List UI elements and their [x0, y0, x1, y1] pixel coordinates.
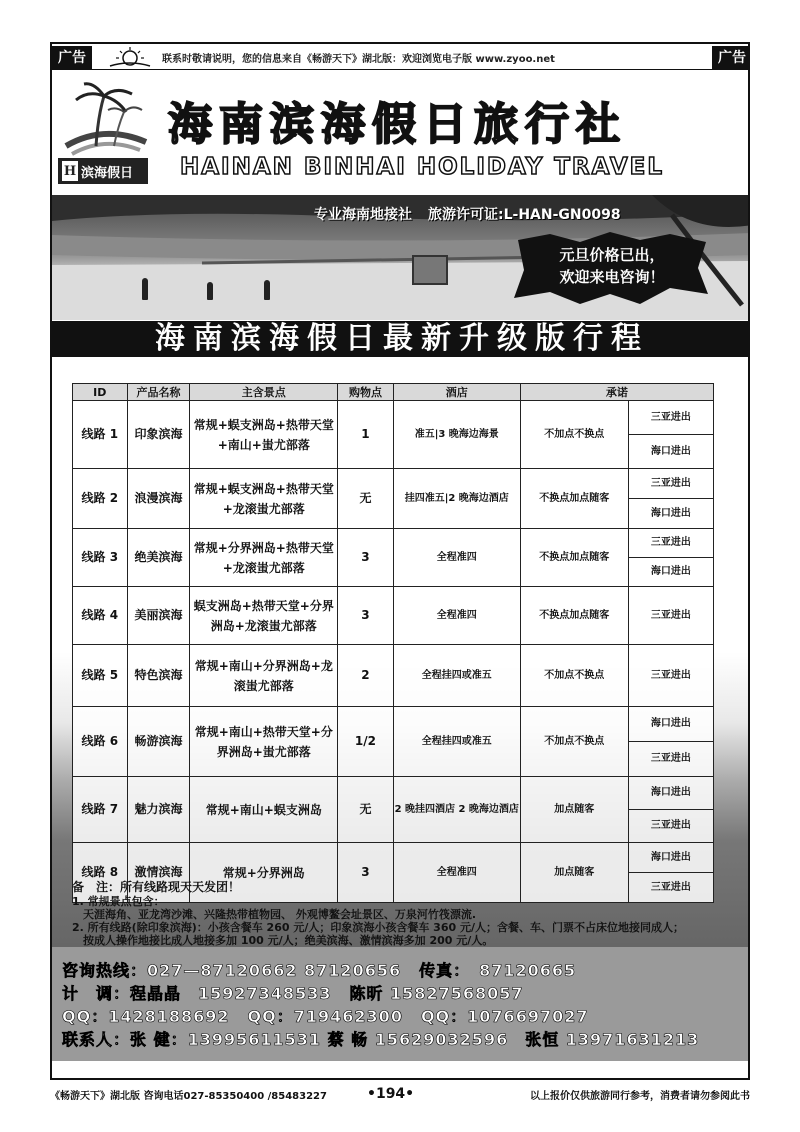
header-sights: 主含景点: [190, 384, 338, 401]
header-id: ID: [73, 384, 128, 401]
route-shopping-stops: 2: [338, 645, 394, 707]
route-port: 海口进出: [628, 843, 713, 873]
route-port: 三亚进出: [628, 587, 713, 645]
route-promise: 加点随客: [520, 843, 628, 903]
table-row: [73, 777, 714, 810]
notes-line: 按成人操作地接比成人地接多加 100 元/人；绝美滨海、激情滨海多加 200 元/人。: [72, 934, 494, 947]
route-id: 线路 5: [73, 645, 128, 707]
agency-title-en: HAINAN BINHAI HOLIDAY TRAVEL: [180, 154, 665, 180]
route-id: 线路 6: [73, 707, 128, 777]
planner-1: 计 调：程晶晶 15927348533: [62, 984, 332, 1003]
route-shopping-stops: 1: [338, 401, 394, 469]
route-sights: 常规+蜈支洲岛+热带天堂+南山+蚩尤部落: [190, 401, 338, 469]
route-shopping-stops: 3: [338, 843, 394, 903]
ad-tag-right: 广告: [712, 46, 750, 70]
route-name: 畅游滨海: [127, 707, 190, 777]
logo-letter: H: [62, 161, 78, 181]
qq-2: QQ：719462300: [247, 1007, 403, 1026]
route-sights: 常规+南山+分界洲岛+龙滚蚩尤部落: [190, 645, 338, 707]
page-number: •194•: [367, 1086, 415, 1102]
route-name: 特色滨海: [127, 645, 190, 707]
route-shopping-stops: 无: [338, 469, 394, 529]
magazine-logo-icon: [104, 45, 156, 69]
notes-line: 2. 所有线路(除印象滨海)：小孩含餐车 260 元/人；印象滨海小孩含餐车 360 元/人；含餐、车、门票不占床位地接同成人；: [72, 921, 684, 934]
notes-line: 天涯海角、亚龙湾沙滩、兴隆热带植物园、 外观博鳌会址景区、万泉河竹筏漂流.: [72, 908, 477, 921]
header-name: 产品名称: [127, 384, 190, 401]
contact-band: [52, 947, 750, 1061]
promo-line-2: 欢迎来电咨询！: [559, 268, 665, 286]
ad-page: [50, 42, 750, 1080]
route-name: 激情滨海: [127, 843, 190, 903]
route-sights: 常规+南山+热带天堂+分界洲岛+蚩尤部落: [190, 707, 338, 777]
route-name: 魅力滨海: [127, 777, 190, 843]
agency-banner: [52, 70, 750, 320]
route-promise: 不加点不换点: [520, 401, 628, 469]
footer-right: 以上报价仅供旅游同行参考，消费者请勿参阅此书: [530, 1090, 750, 1102]
route-id: 线路 8: [73, 843, 128, 903]
route-promise: 不换点加点随客: [520, 469, 628, 529]
header-promise: 承诺: [520, 384, 713, 401]
route-sights: 蜈支洲岛+热带天堂+分界洲岛+龙滚蚩尤部落: [190, 587, 338, 645]
route-port: 三亚进出: [628, 645, 713, 707]
route-hotel: 全程准四: [393, 529, 520, 587]
route-port: 海口进出: [628, 707, 713, 742]
route-shopping-stops: 3: [338, 529, 394, 587]
header-hotel: 酒店: [393, 384, 520, 401]
table-row: [73, 401, 714, 435]
qq-3: QQ：1076697027: [420, 1007, 589, 1026]
route-port: 海口进出: [628, 777, 713, 810]
agency-title-cn: 海南滨海假日旅行社: [168, 99, 627, 150]
beach-figure-icon: [264, 280, 270, 300]
contact-line-3: [62, 1005, 750, 1028]
route-table: [72, 383, 714, 903]
promo-line-1: 元旦价格已出，: [559, 246, 665, 264]
route-port: 三亚进出: [628, 873, 713, 903]
license-number: 旅游许可证:L-HAN-GN0098: [428, 207, 621, 223]
topbar-notice: 联系时敬请说明，您的信息来自《畅游天下》湖北版：欢迎浏览电子版 www.zyoo.net: [162, 54, 555, 65]
contact-line-4: 联系人：张 健：13995611531 蔡 畅 15629032596 张恒 13971631213: [62, 1030, 700, 1049]
route-hotel: 挂四准五|2 晚海边酒店: [393, 469, 520, 529]
contact-line-1: [62, 959, 750, 982]
route-promise: 不加点不换点: [520, 707, 628, 777]
route-port: 海口进出: [628, 558, 713, 587]
table-row: [73, 529, 714, 558]
route-hotel: 准五|3 晚海边海景: [393, 401, 520, 469]
beach-figure-icon: [142, 278, 148, 300]
header-shop: 购物点: [338, 384, 394, 401]
route-id: 线路 2: [73, 469, 128, 529]
license-line: [314, 204, 621, 224]
route-shopping-stops: 1/2: [338, 707, 394, 777]
table-row: [73, 469, 714, 499]
route-sights: 常规+分界洲岛+热带天堂+龙滚蚩尤部落: [190, 529, 338, 587]
route-promise: 不换点加点随客: [520, 529, 628, 587]
page-footer: [50, 1084, 750, 1104]
section-title: 海南滨海假日最新升级版行程: [52, 321, 750, 357]
route-id: 线路 1: [73, 401, 128, 469]
table-row: [73, 843, 714, 873]
table-row: [73, 587, 714, 645]
route-hotel: 全程准四: [393, 587, 520, 645]
route-id: 线路 7: [73, 777, 128, 843]
route-promise: 不换点加点随客: [520, 587, 628, 645]
route-sights: 常规+蜈支洲岛+热带天堂+龙滚蚩尤部落: [190, 469, 338, 529]
route-shopping-stops: 3: [338, 587, 394, 645]
route-sights: 常规+分界洲岛: [190, 843, 338, 903]
route-hotel: 全程挂四或准五: [393, 707, 520, 777]
beach-figure-icon: [207, 282, 213, 300]
route-table-area: [52, 357, 750, 947]
route-promise: 不加点不换点: [520, 645, 628, 707]
route-port: 三亚进出: [628, 401, 713, 435]
route-promise: 加点随客: [520, 777, 628, 843]
route-name: 印象滨海: [127, 401, 190, 469]
route-port: 海口进出: [628, 499, 713, 529]
fax: 传真： 87120665: [419, 961, 577, 980]
route-id: 线路 3: [73, 529, 128, 587]
qq-1: QQ：1428188692: [62, 1007, 230, 1026]
hotline: 咨询热线：027—87120662 87120656: [62, 961, 402, 980]
route-port: 三亚进出: [628, 810, 713, 843]
route-port: 海口进出: [628, 435, 713, 469]
beach-sign-icon: [412, 255, 448, 285]
route-name: 浪漫滨海: [127, 469, 190, 529]
route-hotel: 全程准四: [393, 843, 520, 903]
table-header-row: [73, 384, 714, 401]
promo-text: [522, 244, 702, 288]
route-sights: 常规+南山+蜈支洲岛: [190, 777, 338, 843]
tagline: 专业海南地接社: [314, 207, 412, 223]
table-row: [73, 707, 714, 742]
route-shopping-stops: 无: [338, 777, 394, 843]
route-id: 线路 4: [73, 587, 128, 645]
route-hotel: 全程挂四或准五: [393, 645, 520, 707]
route-name: 美丽滨海: [127, 587, 190, 645]
logo-text: 滨海假日: [81, 165, 134, 181]
contact-line-2: [62, 982, 750, 1005]
agency-logo: [58, 158, 148, 184]
table-row: [73, 645, 714, 707]
route-table-body: [73, 401, 714, 903]
planner-2: 陈昕 15827568057: [349, 984, 524, 1003]
top-bar: [52, 44, 750, 70]
notes-line: 1. 常规景点包含：: [72, 895, 165, 908]
footer-left: 《畅游天下》湖北版 咨询电话027-85350400 /85483227: [50, 1090, 327, 1102]
route-name: 绝美滨海: [127, 529, 190, 587]
route-port: 三亚进出: [628, 742, 713, 777]
route-port: 三亚进出: [628, 469, 713, 499]
route-hotel: 2 晚挂四酒店 2 晚海边酒店: [393, 777, 520, 843]
route-port: 三亚进出: [628, 529, 713, 558]
ad-tag-left: 广告: [52, 46, 92, 70]
notes-head: 备 注：所有线路现天天发团！: [72, 880, 241, 894]
